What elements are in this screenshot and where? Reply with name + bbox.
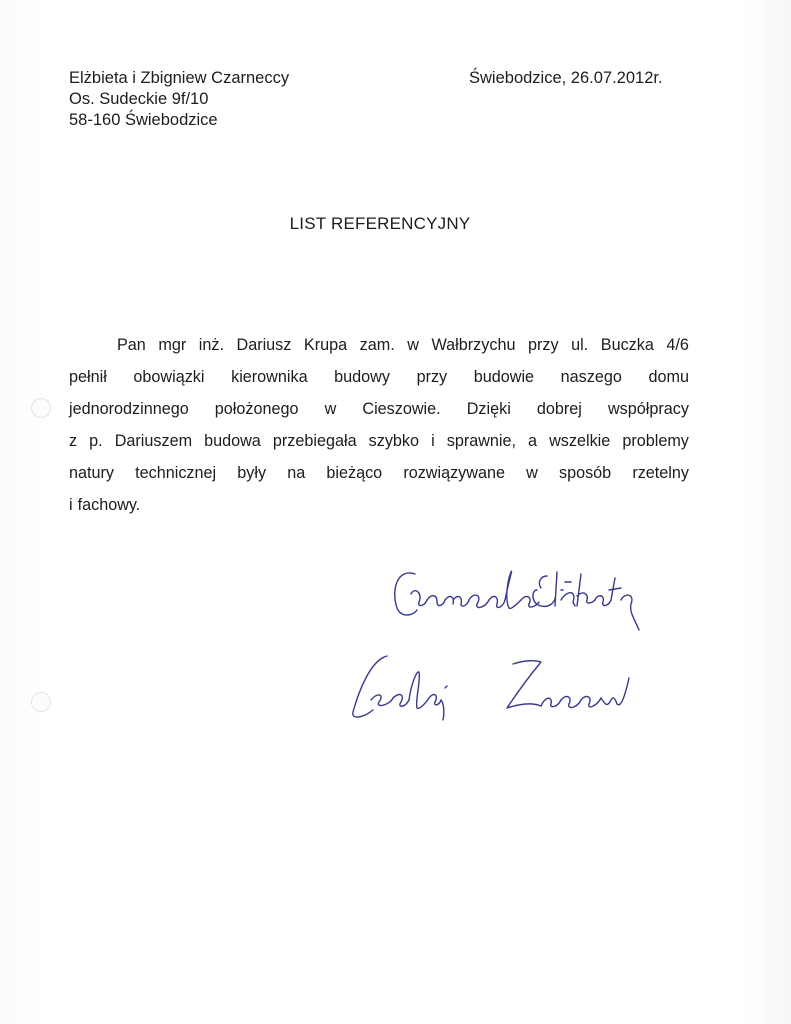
body-word: Dariusz: [236, 336, 292, 354]
body-line: [69, 489, 689, 521]
sender-name: Elżbieta i Zbigniew Czarneccy: [69, 69, 290, 87]
body-word: natury: [69, 464, 114, 482]
body-word: sposób: [558, 464, 612, 482]
body-word: Krupa: [303, 336, 348, 354]
body-word: dobrej: [536, 400, 582, 418]
body-word: budowy: [334, 368, 390, 386]
body-word: kierownika: [231, 368, 308, 386]
body-word: naszego: [560, 368, 622, 386]
body-word: zam.: [359, 336, 395, 354]
body-word: jednorodzinnego: [69, 400, 189, 418]
signature-block: [345, 560, 655, 740]
body-word: i: [69, 496, 73, 514]
body-line: [69, 361, 689, 393]
body-word: Dzięki: [466, 400, 511, 418]
body-word: położonego: [214, 400, 299, 418]
body-word: inż.: [198, 336, 224, 354]
body-word: bieżąco: [326, 464, 383, 482]
body-word: budowie: [473, 368, 535, 386]
body-line: [69, 457, 689, 489]
date-line: Świebodzice, 26.07.2012r.: [469, 69, 663, 87]
signature-second: [353, 656, 629, 720]
body-word: w: [324, 400, 337, 418]
body-word: sprawnie,: [446, 432, 516, 450]
body-word: 4/6: [666, 336, 689, 354]
body-line: [69, 393, 689, 425]
body-word: przy: [528, 336, 559, 354]
body-word: Wałbrzychu: [431, 336, 516, 354]
body-word: w: [407, 336, 419, 354]
body-word: fachowy.: [77, 496, 141, 514]
body-word: ul.: [571, 336, 589, 354]
body-line: [69, 425, 689, 457]
letter-body: [69, 329, 689, 521]
body-word: rozwiązywane: [403, 464, 505, 482]
body-line: [69, 329, 689, 361]
sender-street: Os. Sudeckie 9f/10: [69, 90, 209, 108]
body-word: szybko: [368, 432, 420, 450]
body-word: z: [69, 432, 78, 450]
body-word: były: [237, 464, 267, 482]
body-word: pełnił: [69, 368, 107, 386]
body-word: problemy: [622, 432, 689, 450]
body-word: i: [431, 432, 435, 450]
body-word: w: [526, 464, 538, 482]
body-word: p.: [89, 432, 103, 450]
letter-title: LIST REFERENCYJNY: [289, 214, 471, 233]
body-word: Dariuszem: [114, 432, 193, 450]
punch-hole-lower: [31, 692, 51, 712]
body-word: technicznej: [135, 464, 217, 482]
sender-city: 58-160 Świebodzice: [69, 111, 218, 129]
signature-first: [395, 571, 639, 630]
sender-address: [69, 68, 289, 131]
body-word: współpracy: [607, 400, 689, 418]
body-word: obowiązki: [133, 368, 205, 386]
body-word: a: [528, 432, 538, 450]
signature-drawing: [345, 560, 655, 740]
body-word: Cieszowie.: [362, 400, 441, 418]
body-word: na: [287, 464, 306, 482]
body-word: domu: [648, 368, 689, 386]
body-word: Buczka: [600, 336, 654, 354]
body-word: przy: [416, 368, 448, 386]
body-word: mgr: [158, 336, 187, 354]
body-word: wszelkie: [549, 432, 611, 450]
body-word: Pan: [117, 336, 146, 354]
body-word: rzetelny: [632, 464, 689, 482]
punch-hole-upper: [31, 398, 51, 418]
body-word: przebiegała: [272, 432, 357, 450]
body-word: budowa: [204, 432, 261, 450]
